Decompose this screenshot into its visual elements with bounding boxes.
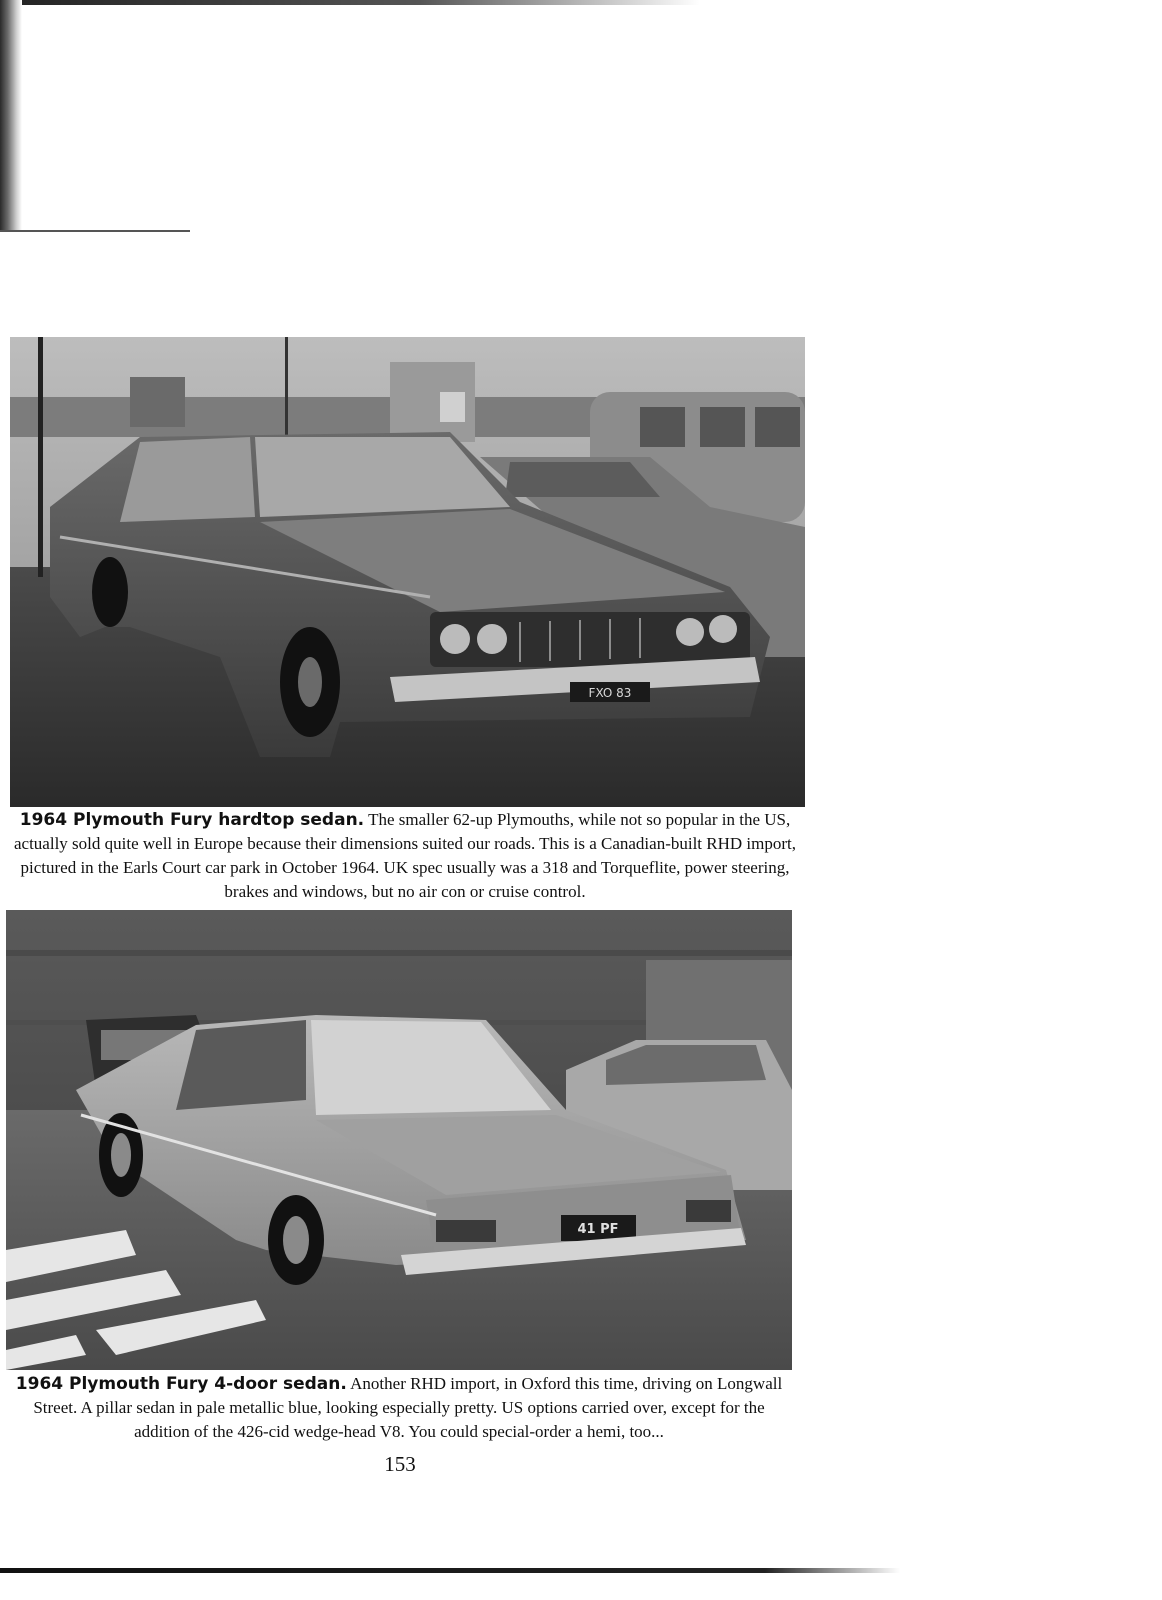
caption-body: Another RHD import, in Oxford this time, driving on Longwall Street. A pillar sedan in pale metallic blue, looking especially pretty. US options carried over, except for the addition of the 426-cid wedge-head V8. You could special-order a hemi, too...	[33, 1374, 783, 1441]
caption-body: The smaller 62-up Plymouths, while not so popular in the US, actually sold quite well in Europe because their dimensions suited our roads. This is a Canadian-built RHD import, pictured in the Earls Court car park in October 1964. UK spec usually was a 318 and Torqueflite, power steering, brakes and windows, but no air con or cruise control.	[13, 810, 796, 901]
plate-4door: 41 PF	[577, 1222, 619, 1237]
photo-4door-sedan	[6, 910, 792, 1370]
page-number: 153	[384, 1452, 416, 1476]
photo-hardtop-sedan	[10, 337, 805, 807]
caption-lead: 1964 Plymouth Fury 4-door sedan.	[15, 1374, 347, 1394]
plate-hardtop: FXO 83	[588, 686, 632, 700]
scan-top-edge	[0, 0, 700, 5]
caption-hardtop-sedan	[10, 808, 800, 904]
scan-bottom-line	[0, 1568, 900, 1573]
scan-left-edge	[0, 0, 22, 230]
caption-4door-sedan	[6, 1372, 792, 1444]
scan-corner-line	[0, 230, 190, 232]
caption-lead: 1964 Plymouth Fury hardtop sedan.	[19, 810, 365, 830]
